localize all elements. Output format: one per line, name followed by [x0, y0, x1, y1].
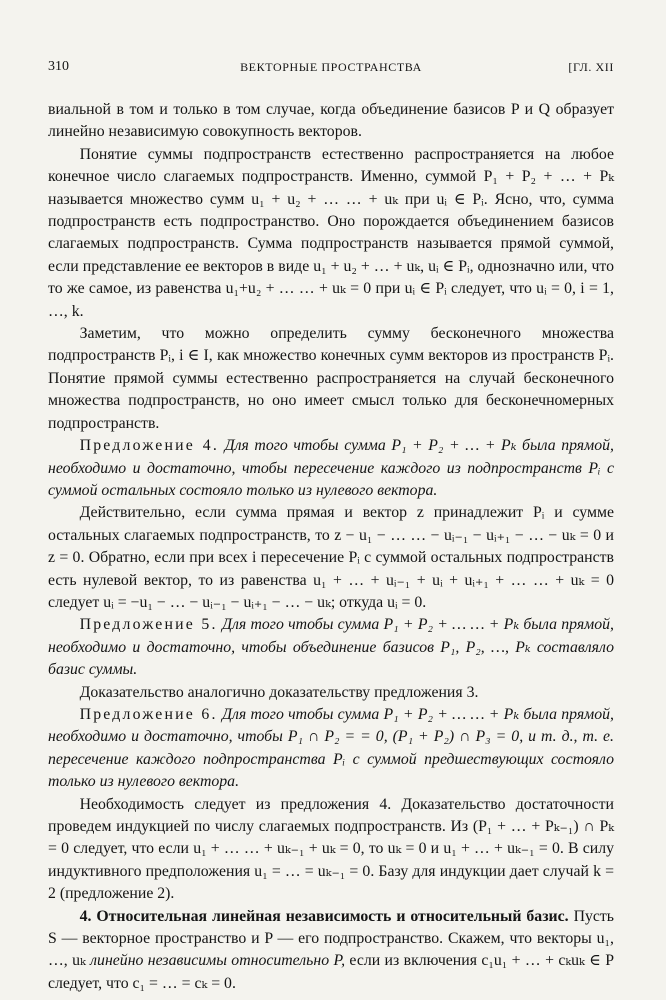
paragraph-infinite-sum: Заметим, что можно определить сумму бесконечного множества подпространств Pᵢ, i ∈ I, как множество конечных сумм векторов из пространств Pᵢ. Понятие прямой суммы естественно распространяется на случай бесконечного множества подпространств, но оно имеет смысл только для бесконечномерных подпространств.	[48, 325, 614, 432]
proposition-4	[48, 435, 614, 502]
proposition-5-label: Предложение 5.	[79, 616, 218, 634]
proof-proposition-6: Необходимость следует из предложения 4. Доказательство достаточности проведем индукцией по числу слагаемых подпространств. Из (P₁ + … + Pₖ₋₁) ∩ Pₖ = 0 следует, что если u₁ + … … + uₖ₋₁ + uₖ = 0, то uₖ = 0 и u₁ + … + uₖ₋₁ = 0. В силу индуктивного предположения u₁ = … = uₖ₋₁ = 0. Базу для индукции дает случай k = 2 (предложение 2).	[48, 795, 614, 903]
proposition-6-text: Для того чтобы сумма P₁ + P₂ + … … + Pₖ была прямой, необходимо и достаточно, чтобы P₁ ∩ P₂ = = 0, (P₁ + P₂) ∩ P₃ = 0, и т. д., т. е. пересечение каждого подпространства Pᵢ с суммой предшествующих состояло только из нулевого вектора.	[48, 705, 614, 791]
proposition-4-text: Для того чтобы сумма P₁ + P₂ + … + Pₖ была прямой, необходимо и достаточно, чтобы пересечение каждого из подпространств Pᵢ с суммой остальных состояло только из нулевого вектора.	[48, 437, 614, 499]
page-body	[48, 99, 614, 995]
proposition-5-text: Для того чтобы сумма P₁ + P₂ + … … + Pₖ была прямой, необходимо и достаточно, чтобы объединение базисов P₁, P₂, …, Pₖ составляло базис суммы.	[48, 616, 614, 679]
proposition-5	[48, 614, 614, 681]
proposition-6	[48, 704, 614, 794]
chapter-label: [ГЛ. XII	[568, 60, 614, 74]
section-4-definition: линейно независимы относительно P,	[90, 952, 346, 970]
proposition-6-label: Предложение 6.	[79, 705, 218, 723]
running-title: ВЕКТОРНЫЕ ПРОСТРАНСТВА	[240, 60, 422, 74]
page-header	[48, 59, 614, 81]
proof-proposition-4: Действительно, если сумма прямая и вектор z принадлежит Pᵢ и сумме остальных слагаемых подпространств, то z − u₁ − … … − uᵢ₋₁ − uᵢ₊₁ − … − uₖ = 0 и z = 0. Обратно, если при всех i пересечение Pᵢ с суммой остальных подпространств есть нулевой вектор, то из равенства u₁ + … + uᵢ₋₁ + uᵢ + uᵢ₊₁ + … … + uₖ = 0 следует uᵢ = −u₁ − … − uᵢ₋₁ − uᵢ₊₁ − … − uₖ; откуда uᵢ = 0.	[48, 504, 614, 611]
paragraph-continuation: виальной в том и только в том случае, когда объединение базисов P и Q образует линейно независимую совокупность векторов.	[48, 101, 614, 141]
section-4-text: Пусть S — векторное пространство и P — его подпространство. Скажем, что векторы u₁, …, uₖ	[48, 907, 614, 970]
section-4-end: если из включения c₁u₁ + … + cₖuₖ ∈ P следует, что c₁ = … = cₖ = 0.	[48, 952, 614, 992]
section-4-heading: 4. Относительная линейная независимость и относительный базис.	[79, 907, 569, 925]
proof-proposition-5: Доказательство аналогично доказательству предложения 3.	[79, 683, 479, 701]
paragraph-sum-definition: Понятие суммы подпространств естественно распространяется на любое конечное число слагаемых подпространств. Именно, суммой P₁ + P₂ + … + Pₖ называется множество сумм u₁ + u₂ + … … + uₖ при uᵢ ∈ Pᵢ. Ясно, что, сумма подпространств есть подпространство. Оно порождается объединением базисов слагаемых подпространств. Сумма подпространств называется прямой суммой, если представление ее векторов в виде u₁ + u₂ + … + uₖ, uᵢ ∈ Pᵢ, однозначно или, что то же самое, из равенства u₁+u₂ + … … + uₖ = 0 при uᵢ ∈ Pᵢ следует, что uᵢ = 0, i = 1, …, k.	[48, 145, 614, 320]
proposition-4-label: Предложение 4.	[79, 437, 219, 455]
section-4	[48, 906, 614, 996]
page-number: 310	[48, 59, 69, 74]
